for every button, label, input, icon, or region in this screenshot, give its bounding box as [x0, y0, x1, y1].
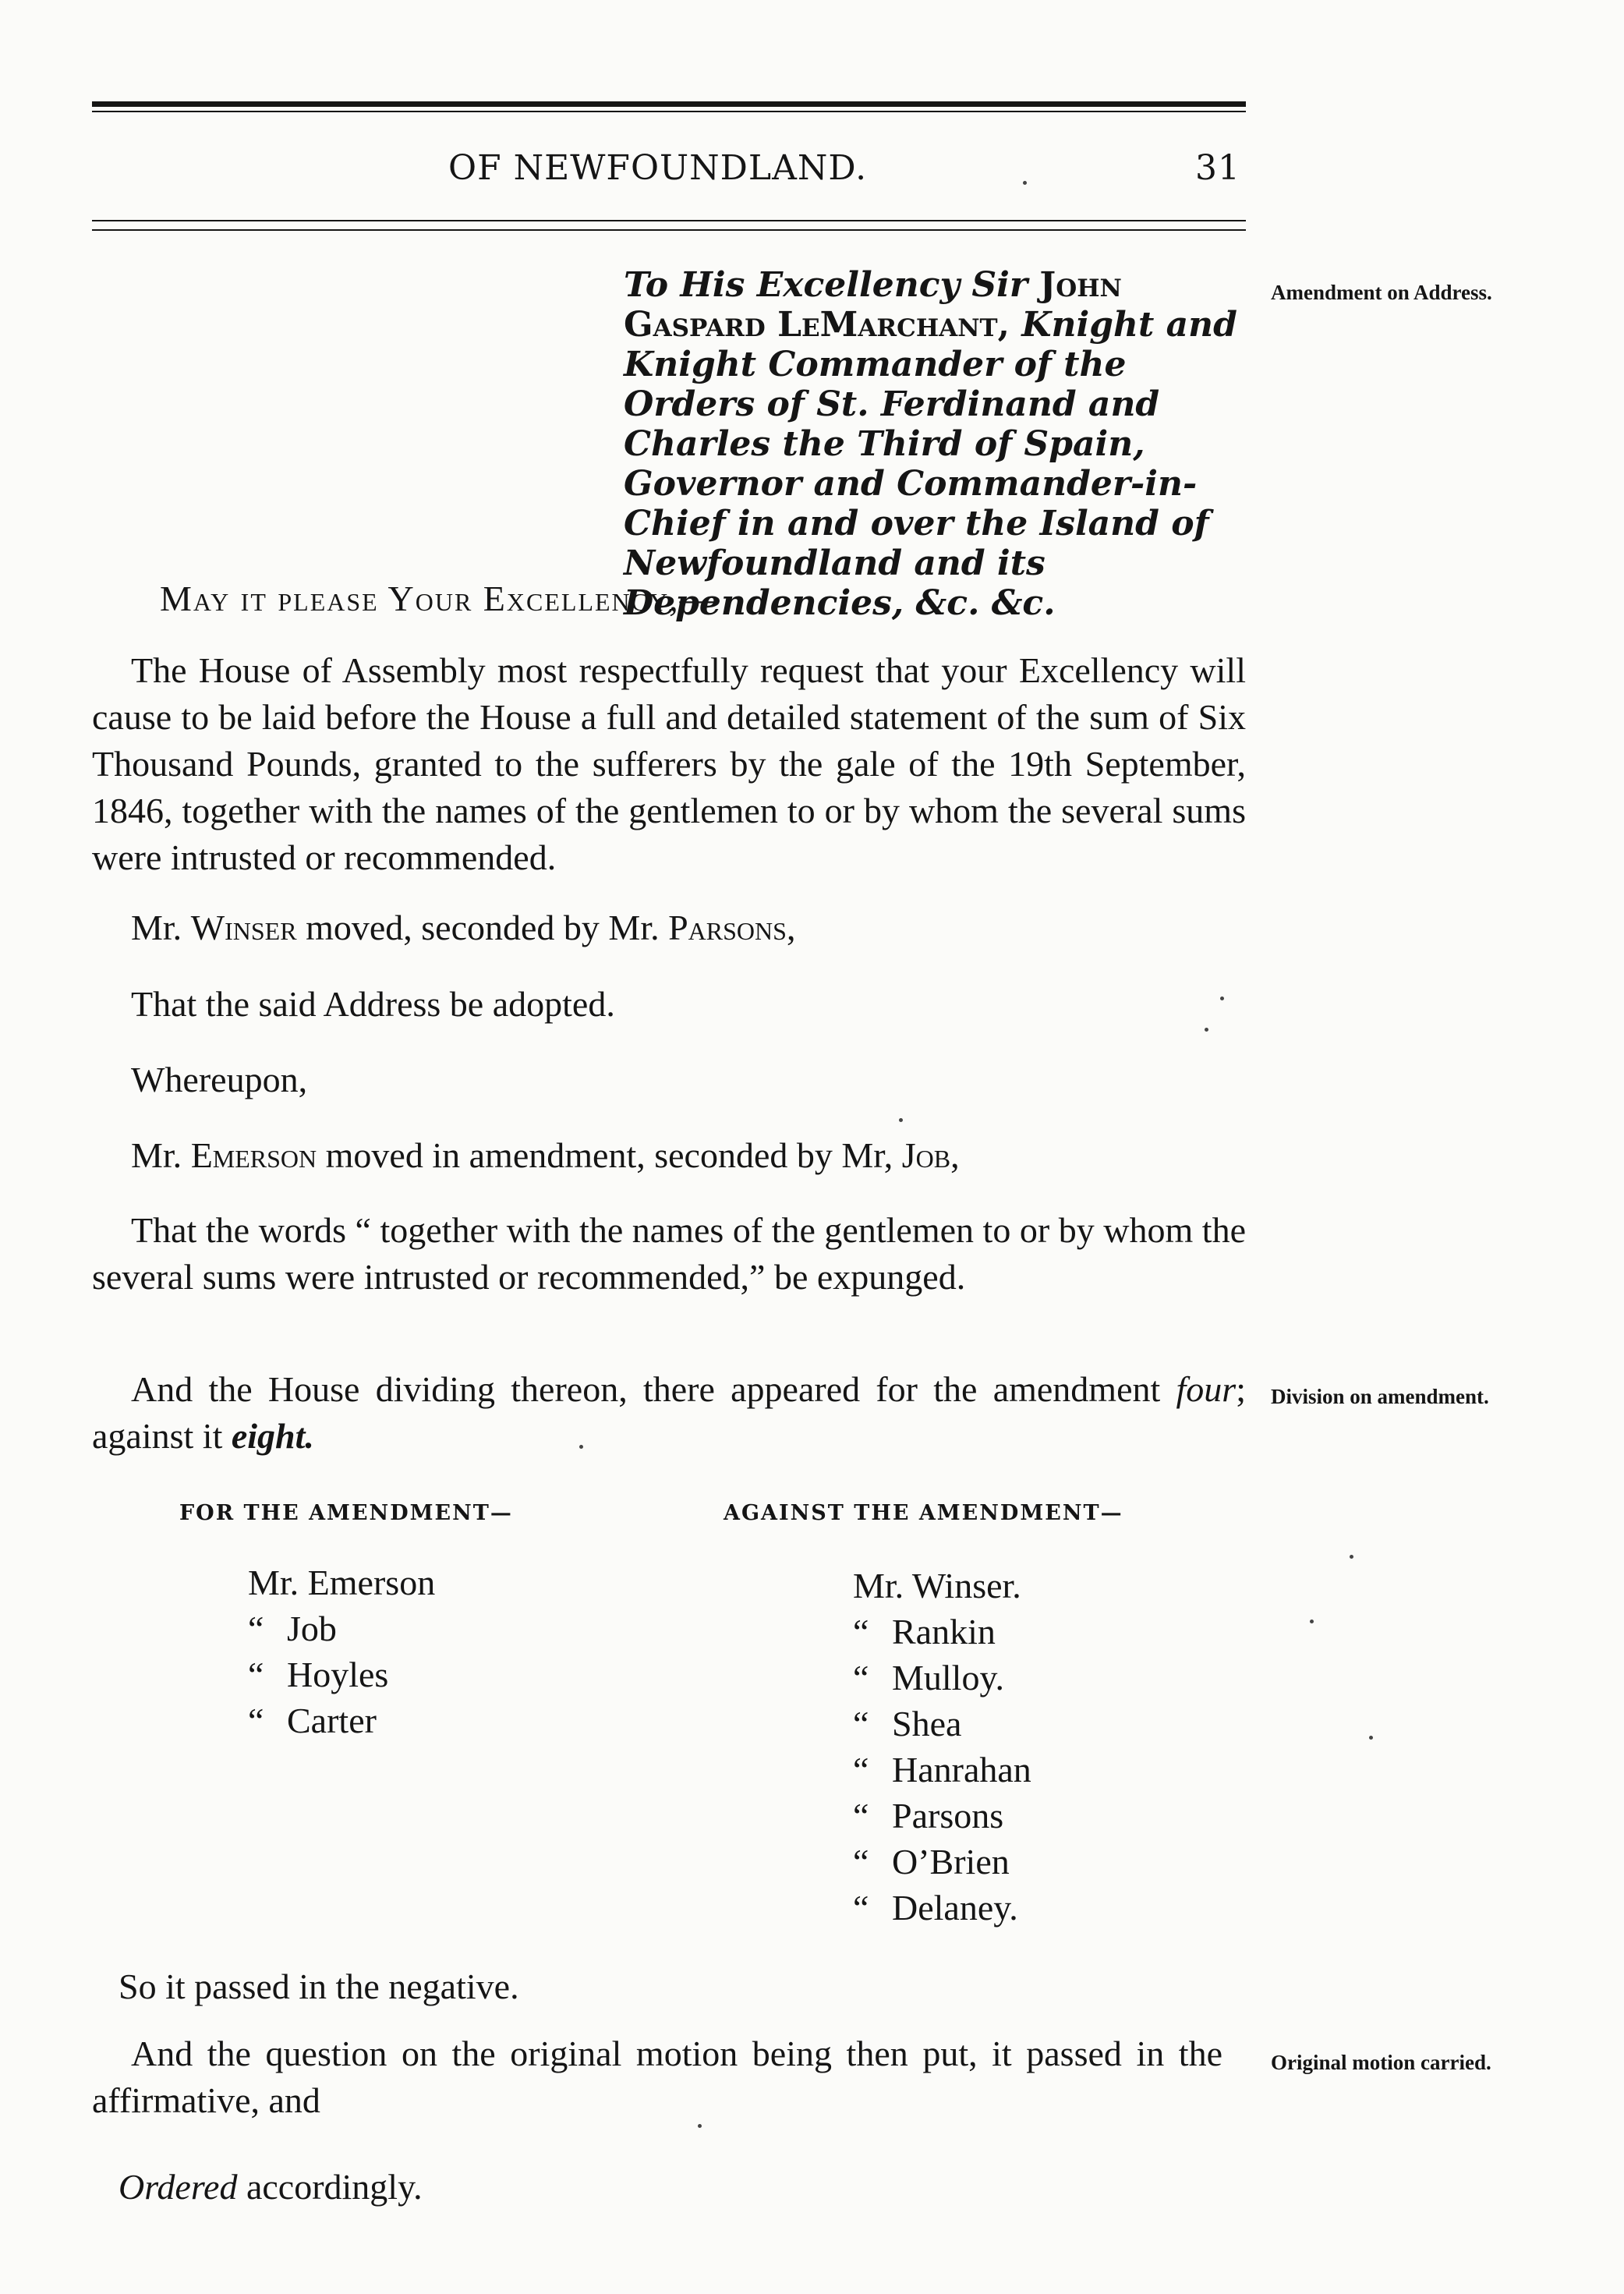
motion-winser-mid: moved, seconded by Mr.	[306, 908, 660, 947]
header-rule-bottom	[92, 229, 1246, 231]
header-rule-top	[92, 101, 1246, 107]
voter-name: “ Hoyles	[248, 1655, 389, 1694]
address-titles: Knight and Knight Commander of the Orders of St. Ferdinand and Charles the Third of Spain, Governor and Commander-in-Chief in and over the Island of Newfoundland and its Dependencies, &c. &c.	[624, 305, 1237, 623]
ordered-rest: accordingly.	[246, 2167, 423, 2207]
header-rule-bottom-thin	[92, 220, 1246, 221]
voter-name: “ O’Brien	[853, 1842, 1010, 1882]
against-amendment-list	[853, 1563, 1031, 1931]
division-mid: ; against it	[92, 1369, 1246, 1456]
seconder-parsons: Parsons,	[668, 908, 796, 947]
seconder-job: Job,	[901, 1135, 960, 1175]
scan-speck	[698, 2124, 702, 2128]
scan-speck	[1205, 1028, 1208, 1032]
voter-name: “ Parsons	[853, 1796, 1004, 1836]
voter-name: Mr. Emerson	[248, 1563, 436, 1602]
division-against-count: eight.	[231, 1416, 314, 1456]
whereupon-line: Whereupon,	[131, 1060, 308, 1099]
margin-note-amendment-on-address: Amendment on Address.	[1271, 281, 1492, 304]
motion-emerson-pre: Mr.	[131, 1135, 182, 1175]
page-number: 31	[1195, 148, 1240, 188]
scan-speck	[1369, 1736, 1373, 1740]
original-motion-paragraph: And the question on the original motion being then put, it passed in the affirmative, and	[92, 2034, 1222, 2120]
voter-name: “ Job	[248, 1609, 337, 1648]
header-rule-top-thin	[92, 111, 1246, 112]
address-to: To His Excellency Sir	[624, 265, 1028, 305]
address-name: John Gaspard LeMarchant,	[624, 265, 1122, 345]
mover-winser: Winser	[190, 908, 297, 947]
for-amendment-heading: FOR THE AMENDMENT—	[179, 1501, 513, 1525]
adopted-line: That the said Address be adopted.	[131, 984, 615, 1024]
division-for-count: four	[1176, 1369, 1237, 1409]
address-block	[624, 265, 1247, 623]
scan-speck	[1220, 997, 1224, 1000]
margin-note-original-motion: Original motion carried.	[1271, 2051, 1491, 2074]
voter-name: “ Delaney.	[853, 1888, 1018, 1928]
ordered-line	[119, 2164, 423, 2211]
salutation: May it please Your Excellency,—	[160, 579, 717, 618]
margin-note-division: Division on amendment.	[1271, 1385, 1489, 1408]
voter-name: “ Hanrahan	[853, 1750, 1031, 1790]
against-amendment-heading: AGAINST THE AMENDMENT—	[724, 1501, 1123, 1525]
motion-winser-pre: Mr.	[131, 908, 182, 947]
scan-speck	[579, 1445, 583, 1449]
voter-name: “ Rankin	[853, 1612, 996, 1651]
scan-speck	[1310, 1620, 1314, 1623]
running-title: OF NEWFOUNDLAND.	[448, 148, 868, 188]
scan-speck	[1023, 181, 1027, 185]
voter-name: “ Carter	[248, 1701, 377, 1740]
voter-name: Mr. Winser.	[853, 1566, 1021, 1605]
for-amendment-list	[248, 1559, 435, 1744]
motion-winser	[131, 905, 795, 951]
expunge-paragraph: That the words “ together with the names of the gentlemen to or by whom the several sums were intrusted or recommended,” be expunged.	[92, 1210, 1246, 1297]
division-text: And the House dividing thereon, there appeared for the amendment	[131, 1369, 1161, 1409]
ordered-word: Ordered	[119, 2167, 238, 2207]
request-paragraph: The House of Assembly most respectfully request that your Excellency will cause to be laid before the House a full and detailed statement of the sum of Six Thousand Pounds, granted to the sufferers by the gale of the 19th September, 1846, together with the names of the gentlemen to or by whom the several sums were intrusted or recommended.	[92, 650, 1246, 877]
scan-speck	[1350, 1555, 1353, 1559]
voter-name: “ Mulloy.	[853, 1658, 1004, 1697]
voter-name: “ Shea	[853, 1704, 962, 1744]
scan-speck	[899, 1118, 903, 1122]
negative-line: So it passed in the negative.	[119, 1967, 519, 2006]
mover-emerson: Emerson	[190, 1135, 317, 1175]
division-paragraph	[92, 1366, 1246, 1460]
motion-emerson-mid: moved in amendment, seconded by Mr,	[325, 1135, 893, 1175]
motion-emerson	[131, 1132, 960, 1179]
